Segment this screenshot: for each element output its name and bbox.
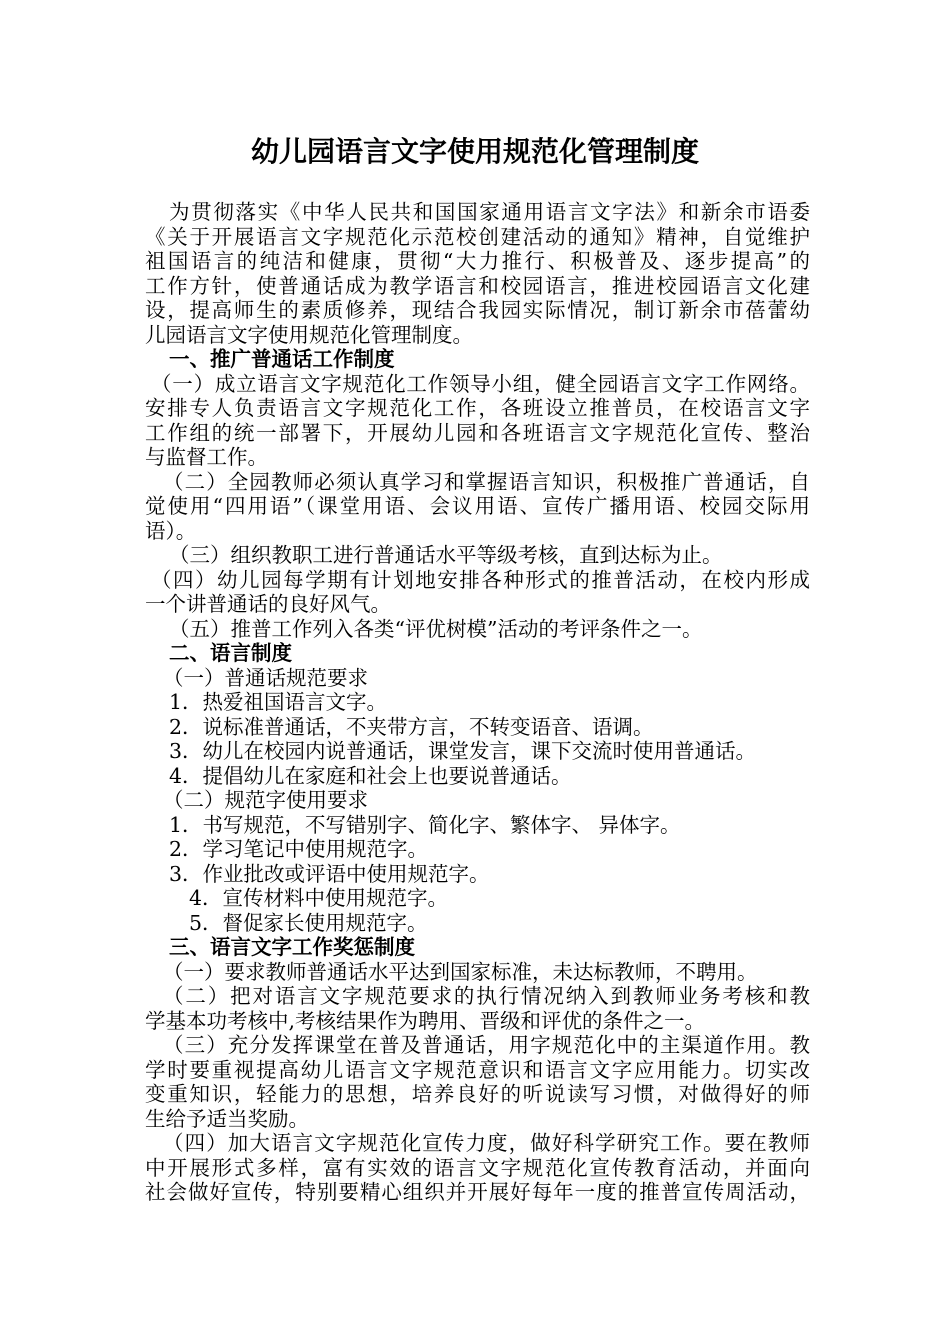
paragraph-line: 《关于开展语言文字规范化示范校创建活动的通知》精神，自觉维护 [145,224,810,249]
paragraph-line: 安排专人负责语言文字规范化工作，各班设立推普员，在校语言文字 [145,396,810,420]
paragraph-line: 学基本功考核中,考核结果作为聘用、晋级和评优的条件之一。 [145,1008,706,1033]
paragraph-line: 觉使用“四用语”（课堂用语、会议用语、宣传广播用语、校园交际用 [145,494,810,518]
list-item: 1．书写规范，不写错别字、简化字、繁体字、 异体字。 [169,812,681,837]
paragraph-line: 生给予适当奖励。 [145,1106,309,1131]
document-body [145,200,810,1205]
paragraph-line: 为贯彻落实《中华人民共和国国家通用语言文字法》和新余市语委 [169,200,810,224]
paragraph-line: 祖国语言的纯洁和健康，贯彻“大力推行、积极普及、逐步提高”的 [145,249,810,273]
paragraph-line: （四）加大语言文字规范化宣传力度，做好科学研究工作。要在教师 [163,1131,810,1155]
paragraph-line: （三）组织教职工进行普通话水平等级考核，直到达标为止。 [169,543,723,567]
list-item: 4．宣传材料中使用规范字。 [189,886,449,910]
paragraph-line: （二）全园教师必须认真学习和掌握语言知识，积极推广普通话，自 [163,469,810,494]
paragraph-line: （一）要求教师普通话水平达到国家标准，未达标教师，不聘用。 [163,959,758,984]
paragraph-line: 语）。 [145,518,197,543]
paragraph-line: （三）充分发挥课堂在普及普通话，用字规范化中的主渠道作用。教 [163,1033,810,1057]
paragraph-line: 工作方针，使普通话成为教学语言和校园语言，推进校园语言文化建 [145,273,810,298]
paragraph-line: 儿园语言文字使用规范化管理制度。 [145,322,473,347]
list-item: 4．提倡幼儿在家庭和社会上也要说普通话。 [169,763,572,788]
subsection-heading: （一）普通话规范要求 [163,665,368,690]
paragraph-line: （一）成立语言文字规范化工作领导小组，健全园语言文字工作网络。 [151,371,810,396]
paragraph-line: （四）幼儿园每学期有计划地安排各种形式的推普活动，在校内形成 [151,567,810,592]
list-item: 1．热爱祖国语言文字。 [169,690,388,714]
paragraph-line: （五）推普工作列入各类“评优树模”活动的考评条件之一。 [169,616,703,641]
paragraph-line: 变重知识，轻能力的思想，培养良好的听说读写习惯，对做得好的师 [145,1082,810,1106]
list-item: 2．说标准普通话，不夹带方言，不转变语音、语调。 [169,714,654,739]
paragraph-line: 学时要重视提高幼儿语言文字规范意识和语言文字应用能力。切实改 [145,1057,810,1082]
list-item: 2．学习笔记中使用规范字。 [169,837,429,861]
paragraph-line: （二）把对语言文字规范要求的执行情况纳入到教师业务考核和教 [163,984,810,1008]
section-heading: 一、推广普通话工作制度 [169,347,395,371]
section-heading: 三、语言文字工作奖惩制度 [169,935,415,959]
paragraph-line: 与监督工作。 [145,445,268,469]
paragraph-line: 社会做好宣传，特别要精心组织并开展好每年一度的推普宣传周活动， [145,1180,810,1204]
section-heading: 二、语言制度 [169,641,292,665]
list-item: 5．督促家长使用规范字。 [189,910,428,935]
paragraph-line: 工作组的统一部署下，开展幼儿园和各班语言文字规范化宣传、整治 [145,420,810,445]
subsection-heading: （二）规范字使用要求 [163,788,368,812]
paragraph-line: 中开展形式多样，富有实效的语言文字规范化宣传教育活动，并面向 [145,1155,810,1180]
paragraph-line: 一个讲普通话的良好风气。 [145,592,391,616]
document-title: 幼儿园语言文字使用规范化管理制度 [250,135,699,168]
list-item: 3．作业批改或评语中使用规范字。 [169,861,490,886]
paragraph-line: 设，提高师生的素质修养，现结合我园实际情况，制订新余市蓓蕾幼 [145,298,810,322]
list-item: 3．幼儿在校园内说普通话，课堂发言，课下交流时使用普通话。 [169,739,757,763]
